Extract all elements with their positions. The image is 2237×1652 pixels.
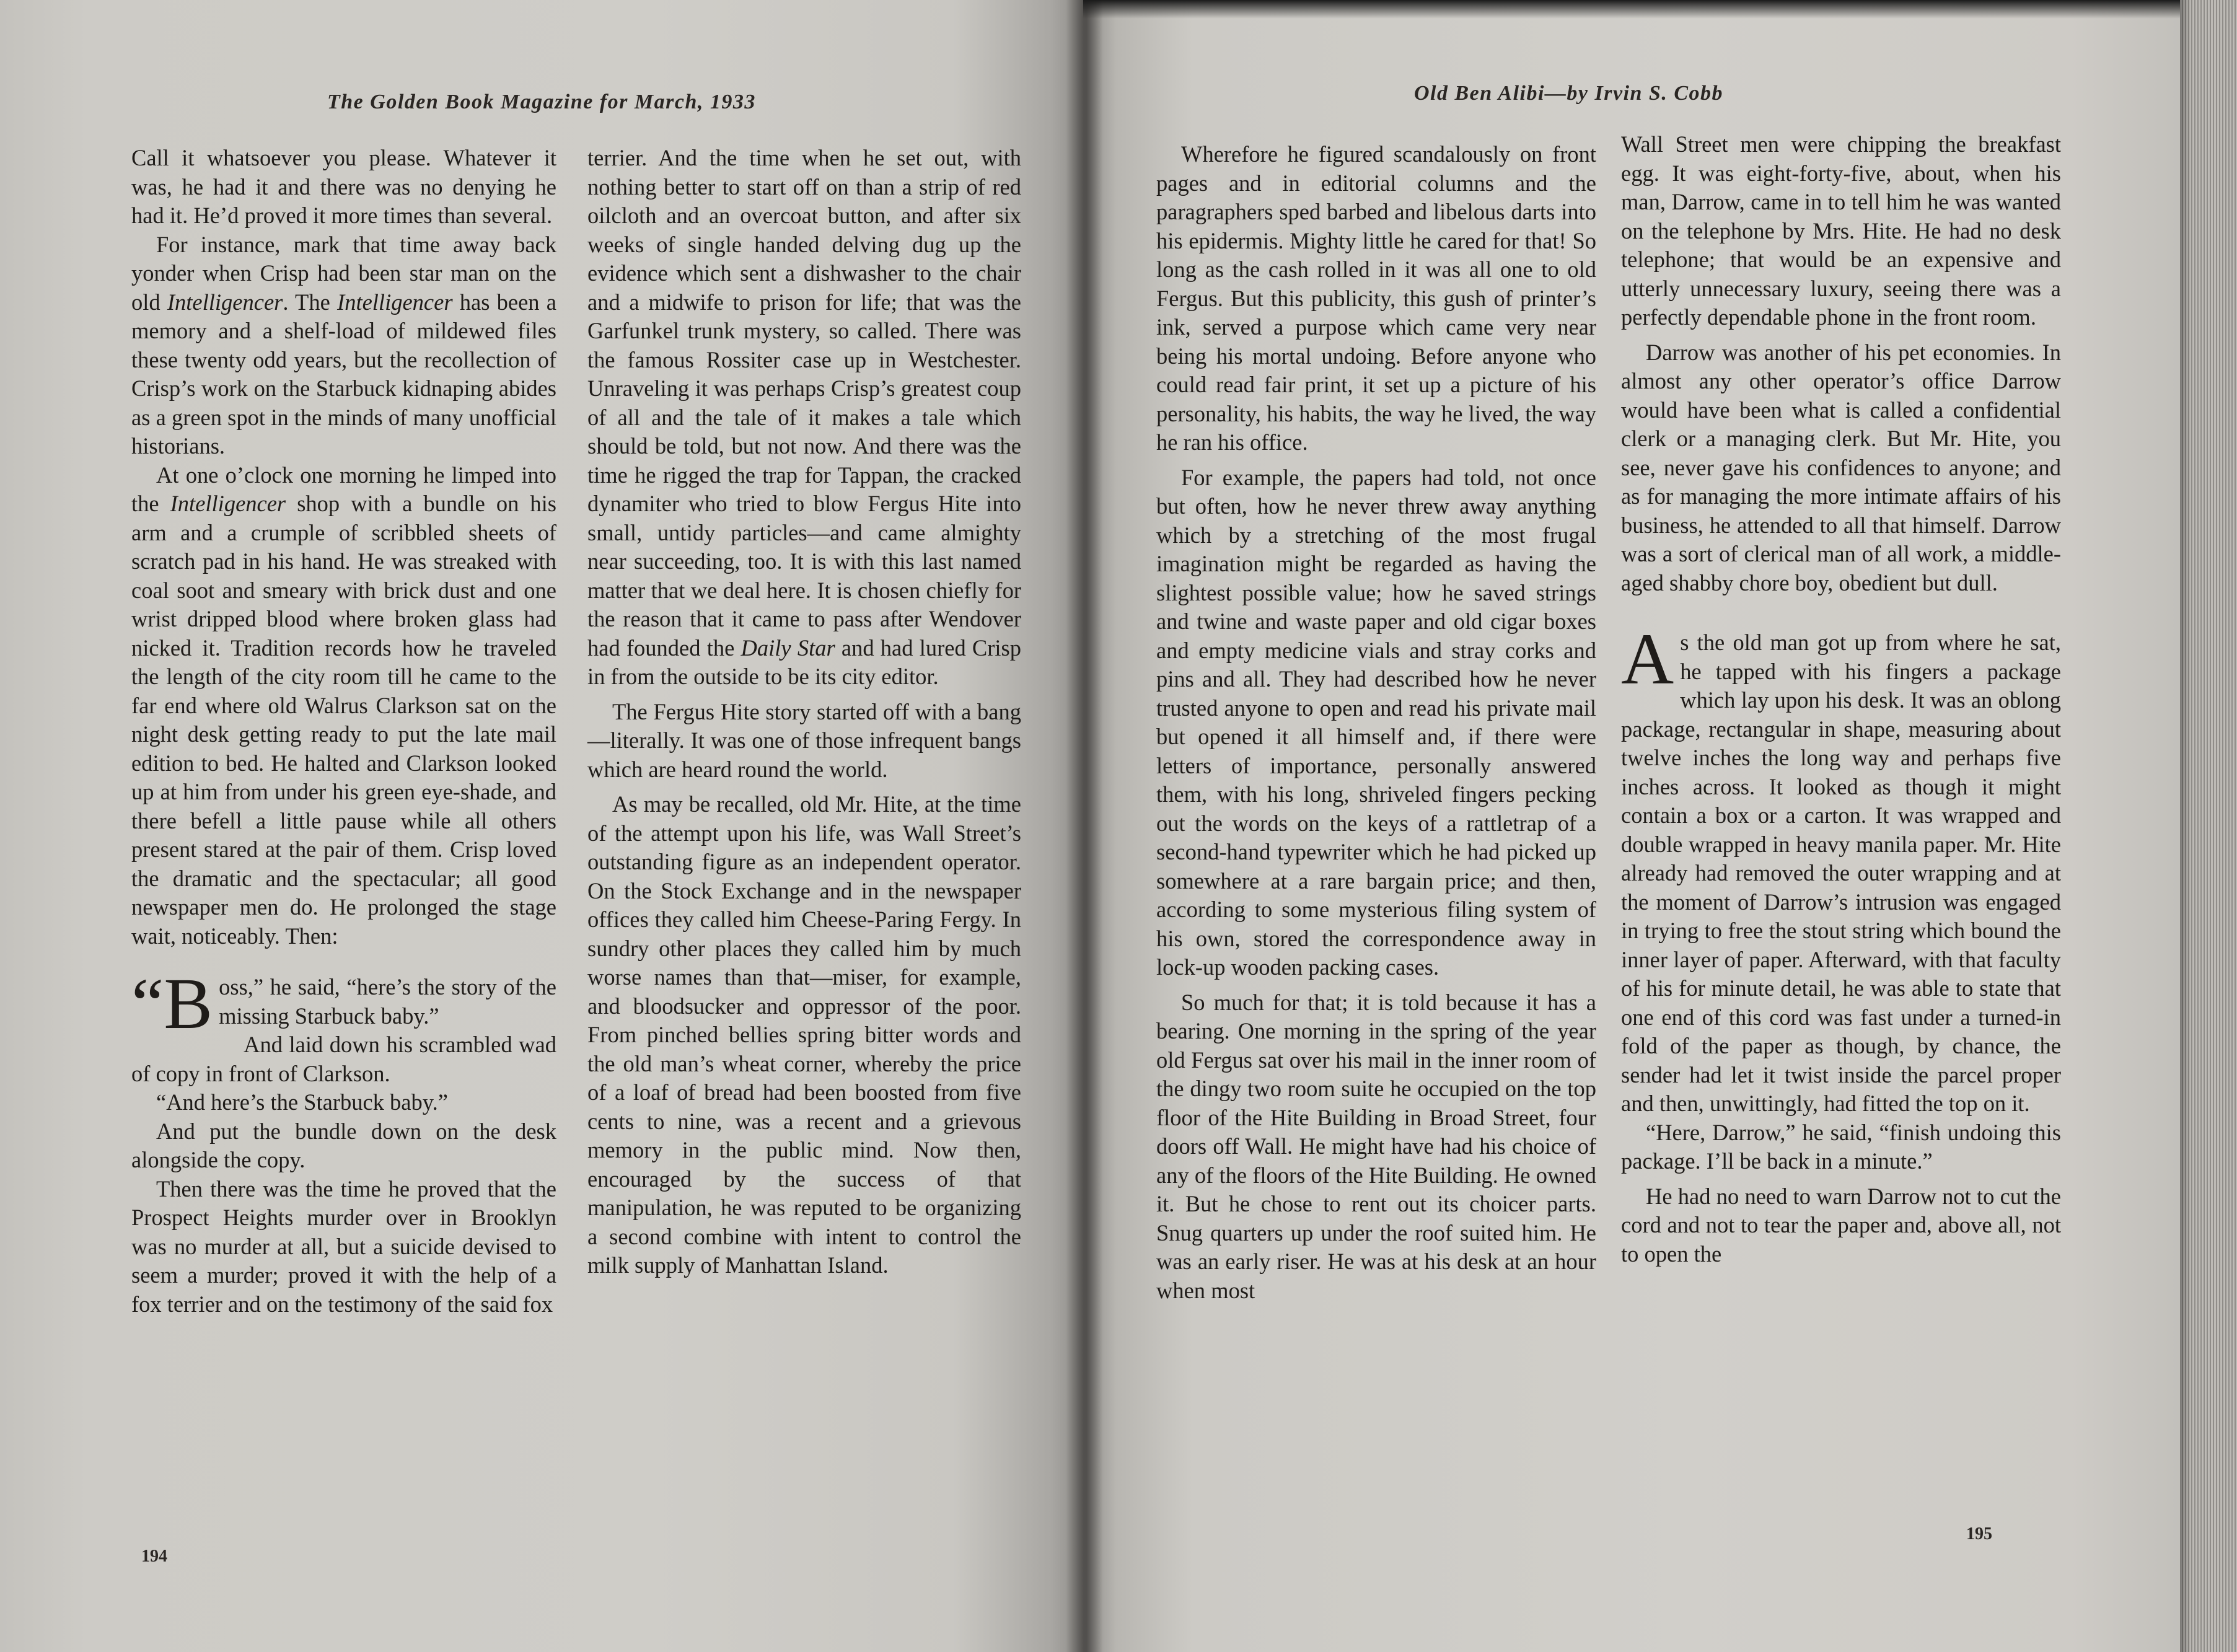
paragraph: Darrow was another of his pet economies. In almost any other operator’s office Darrow would have been what is called a confidential clerk or a managing clerk. But Mr. Hite, you see, never gave his confidences to anyone; and as for managing the more intimate affairs of his business, he attended to all that himself. Darrow was a sort of clerical man of all work, a middle-aged shabby chore boy, obedient but dull. (1621, 339, 2061, 595)
paragraph: Call it whatsoever you please. Whatever it was, he had it and there was no denying he had it. He’d proved it more times than several. (131, 145, 556, 228)
paragraph: So much for that; it is told because it has a bearing. One morning in the spring of the year old Fergus sat over his mail in the inner room of the dingy two room suite he occupied on the top floor of the Hite Building in Broad Street, four doors off Wall. He might have had his choice of any of the floors of the Hite Building. He owned it. But he chose to rent out its choicer parts. Snug quarters up under the roof suited him. He was an early riser. He was at his desk at an hour when most (1156, 989, 1596, 1303)
paragraph: Wall Street men were chipping the breakfast egg. It was eight-forty-five, about, when his man, Darrow, came in to tell him he was wanted on the telephone by Mrs. Hite. He had no desk telephone; that would be an expensive and utterly unnecessary luxury, seeing there was a perfectly dependable phone in the front room. (1621, 131, 2061, 330)
dropcap-paragraph: “Boss,” he said, “here’s the story of the missing Starbuck baby.” (131, 963, 556, 1044)
paragraph: As may be recalled, old Mr. Hite, at the time of the attempt upon his life, was Wall Street’s outstanding figure as an independent operator. On the Stock Exchange and in the newspaper offices they called him Cheese-Paring Fergy. In sundry other places they called him by much worse names than that—miser, for example, and bloodsucker and oppressor of the poor. From pinched bellies spring bitter words and the old man’s wheat corner, whereby the price of a loaf of bread had been boosted from five cents to nine, was a recent and a grievous memory in the public mind. Now then, encouraged by the success of that manipulation, he was reputed to be organizing a second combine with intent to control the milk supply of Manhattan Island. (587, 791, 1021, 1278)
page-edges-shadow (2180, 0, 2191, 1652)
paragraph: “And here’s the Starbuck baby.” (156, 1089, 448, 1115)
right-column-2 (1621, 130, 2061, 1268)
left-column-1 (131, 144, 556, 1319)
left-running-head: The Golden Book Magazine for March, 1933 (327, 90, 756, 113)
right-column-1 (1156, 140, 1596, 1305)
paragraph: For example, the papers had told, not once but often, how he never threw away anything which by a stretching of the most frugal imagination might be regarded as having the slightest possible value; how he saved strings and twine and waste paper and old cigar boxes and empty medicine vials and stray corks and pins and all. They had described how he never trusted anyone to open and read his private mail but opened it all himself and, if there were letters of importance, personally answered them, with his long, shriveled fingers pecking out the words on the keys of a rattletrap of a second-hand typewriter which he had picked up somewhere at a rare bargain price; and then, according to some mysterious filing system of his own, stored the correspondence away in lock-up wooden packing cases. (1156, 464, 1596, 980)
right-page (1083, 0, 2180, 1652)
paragraph: Then there was the time he proved that the Prospect Heights murder over in Brooklyn was no murder at all, but a suicide devised to seem a murder; proved it with the help of a fox terrier and on the testimony of the said fox (131, 1175, 556, 1317)
paragraph: And put the bundle down on the desk alongside the copy. (131, 1118, 556, 1172)
paragraph: At one o’clock one morning he limped into the Intelligencer shop with a bundle on his arm and a crumple of scribbled sheets of scratch pad in his hand. He was streaked with coal soot and smeary with brick dust and one wrist dripped blood where broken glass had nicked it. Tradition records how he traveled the length of the city room till he came to the far end where old Walrus Clarkson sat on the night desk getting ready to put the late mail edition to bed. He halted and Clarkson looked up at him from under his green eye-shade, and there befell a little pause while all others present stared at the pair of them. Crisp loved the dramatic and the spectacular; all good newspaper men do. He prolonged the stage wait, noticeably. Then: (131, 462, 556, 949)
drop-cap: A (1621, 618, 1674, 700)
paragraph: terrier. And the time when he set out, with nothing better to start off on than a strip of red oilcloth and an overcoat button, and after six weeks of single handed delving dug up the evidence which sent a dishwasher to the chair and a midwife to prison for life; that was the Garfunkel trunk mystery, so called. There was the famous Rossiter case up in Westchester. Unraveling it was perhaps Crisp’s greatest coup of all and the tale of it makes a tale which should be told, but not now. And there was the time he rigged the trap for Tappan, the cracked dynamiter who tried to blow Fergus Hite into small, untidy particles—and came almighty near succeeding, too. It is with this last named matter that we deal here. It is chosen chiefly for the reason that it came to pass after Wendover had founded the Daily Star and had lured Crisp in from the outside to be its city editor. (587, 145, 1022, 689)
left-column-2 (587, 144, 1021, 1280)
left-page-number: 194 (141, 1547, 167, 1566)
left-page (0, 0, 1083, 1652)
book-gutter (1066, 0, 1103, 1652)
paragraph: The Fergus Hite story started off with a bang—literally. It was one of those infrequent bangs which are heard round the world. (587, 698, 1021, 782)
paragraph: He had no need to warn Darrow not to cut the cord and not to tear the paper and, above all, not to open the (1621, 1183, 2061, 1267)
paragraph: For instance, mark that time away back yonder when Crisp had been star man on the old Intelligencer. The Intelligencer has been a memory and a shelf-load of mildewed files these twenty odd years, but the recollection of Crisp’s work on the Starbuck kidnaping abides as a green spot in the minds of many unofficial historians. (131, 231, 556, 459)
paragraph: Wherefore he figured scandalously on front pages and in editorial columns and the paragraphers sped barbed and libelous darts into his epidermis. Mighty little he cared for that! So long as the cash rolled in it was all one to old Fergus. But this publicity, this gush of printer’s ink, served a purpose which came very near being his mortal undoing. Before anyone who could read fair print, it set up a picture of his personality, his habits, the way he lived, the way he ran his office. (1156, 141, 1596, 455)
top-shadow (1083, 0, 2237, 19)
dropcap-paragraph: As the old man got up from where he sat, he tapped with his fingers a package which lay upon his desk. It was an oblong package, rectangular in shape, measuring about twelve inches the long way and perhaps five inches across. It looked as though it might contain a box or a carton. It was wrapped and double wrapped in heavy manila paper. Mr. Hite already had removed the outer wrapping and at the moment of Darrow’s intrusion was engaged in trying to free the stout string which bound the inner layer of paper. Afterward, with that faculty of his for minute detail, he was able to state that one end of this cord was fast under a turned-in fold of the paper as though, by chance, the sender had let it twist inside the parcel proper and then, unwittingly, had fitted the top on it. (1621, 618, 2061, 1116)
right-running-head: Old Ben Alibi—by Irvin S. Cobb (1414, 82, 1724, 105)
right-page-number: 195 (1966, 1524, 1992, 1544)
paragraph: And laid down his scrambled wad of copy in front of Clarkson. (131, 1032, 556, 1086)
drop-cap: “B (131, 963, 213, 1044)
paragraph: “Here, Darrow,” he said, “finish undoing this package. I’ll be back in a minute.” (1621, 1119, 2061, 1174)
